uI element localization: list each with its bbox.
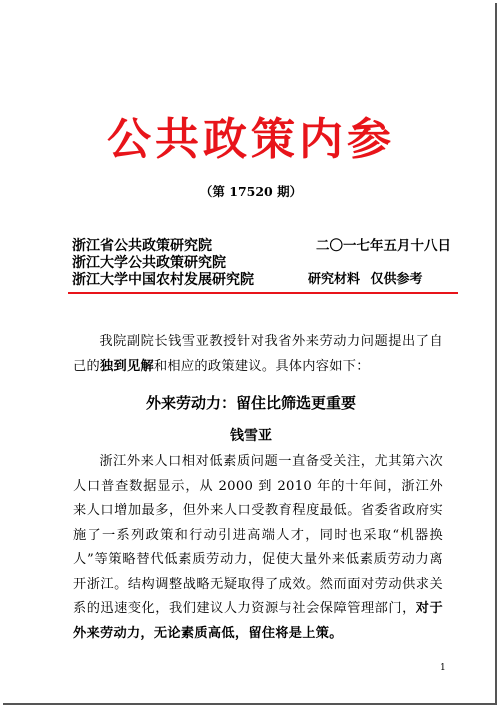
page-number: 1 <box>440 663 446 673</box>
org-name-1: 浙江省公共政策研究院 <box>72 238 212 254</box>
red-divider <box>68 292 458 294</box>
masthead-title: 公共政策内参 <box>107 114 395 165</box>
intro-bold: 独到见解 <box>99 358 154 374</box>
org-name-2: 浙江大学公共政策研究院 <box>72 255 226 271</box>
intro-paragraph <box>73 330 443 379</box>
article-author: 钱雪亚 <box>230 428 272 444</box>
article-body <box>73 450 443 646</box>
publish-date: 二〇一七年五月十八日 <box>316 238 451 254</box>
article-title: 外来劳动力：留住比筛选更重要 <box>145 394 356 412</box>
issue-number: （第 17520 期） <box>199 184 303 199</box>
intro-text-after: 和相应的政策建议。具体内容如下： <box>153 358 370 374</box>
reference-note: 研究材料 仅供参考 <box>308 272 423 287</box>
article-body-text: 浙江外来人口相对低素质问题一直备受关注，尤其第六次人口普查数据显示，从 2000 到 2010 年的十年间，浙江外来人口增加最多，但外来人口受教育程度最低。省委省政府实施了一系列政策和行动引进高端人才，同时也采取“机器换人”等策略替代低素质劳动力，促使大量外来低素质劳动力离开浙江。结构调整战略无疑取得了成效。然而面对劳动供求关系的迅速变化，我们建议人力资源与社会保障管理部门， <box>73 454 443 616</box>
org-name-3: 浙江大学中国农村发展研究院 <box>72 272 254 288</box>
intro-text-before: 我院副院长钱雪亚教授针对我省外来劳动力问题提出了自己的 <box>73 334 443 374</box>
article-body-bold: 对于外来劳动力，无论素质高低，留住将是上策。 <box>73 601 443 641</box>
